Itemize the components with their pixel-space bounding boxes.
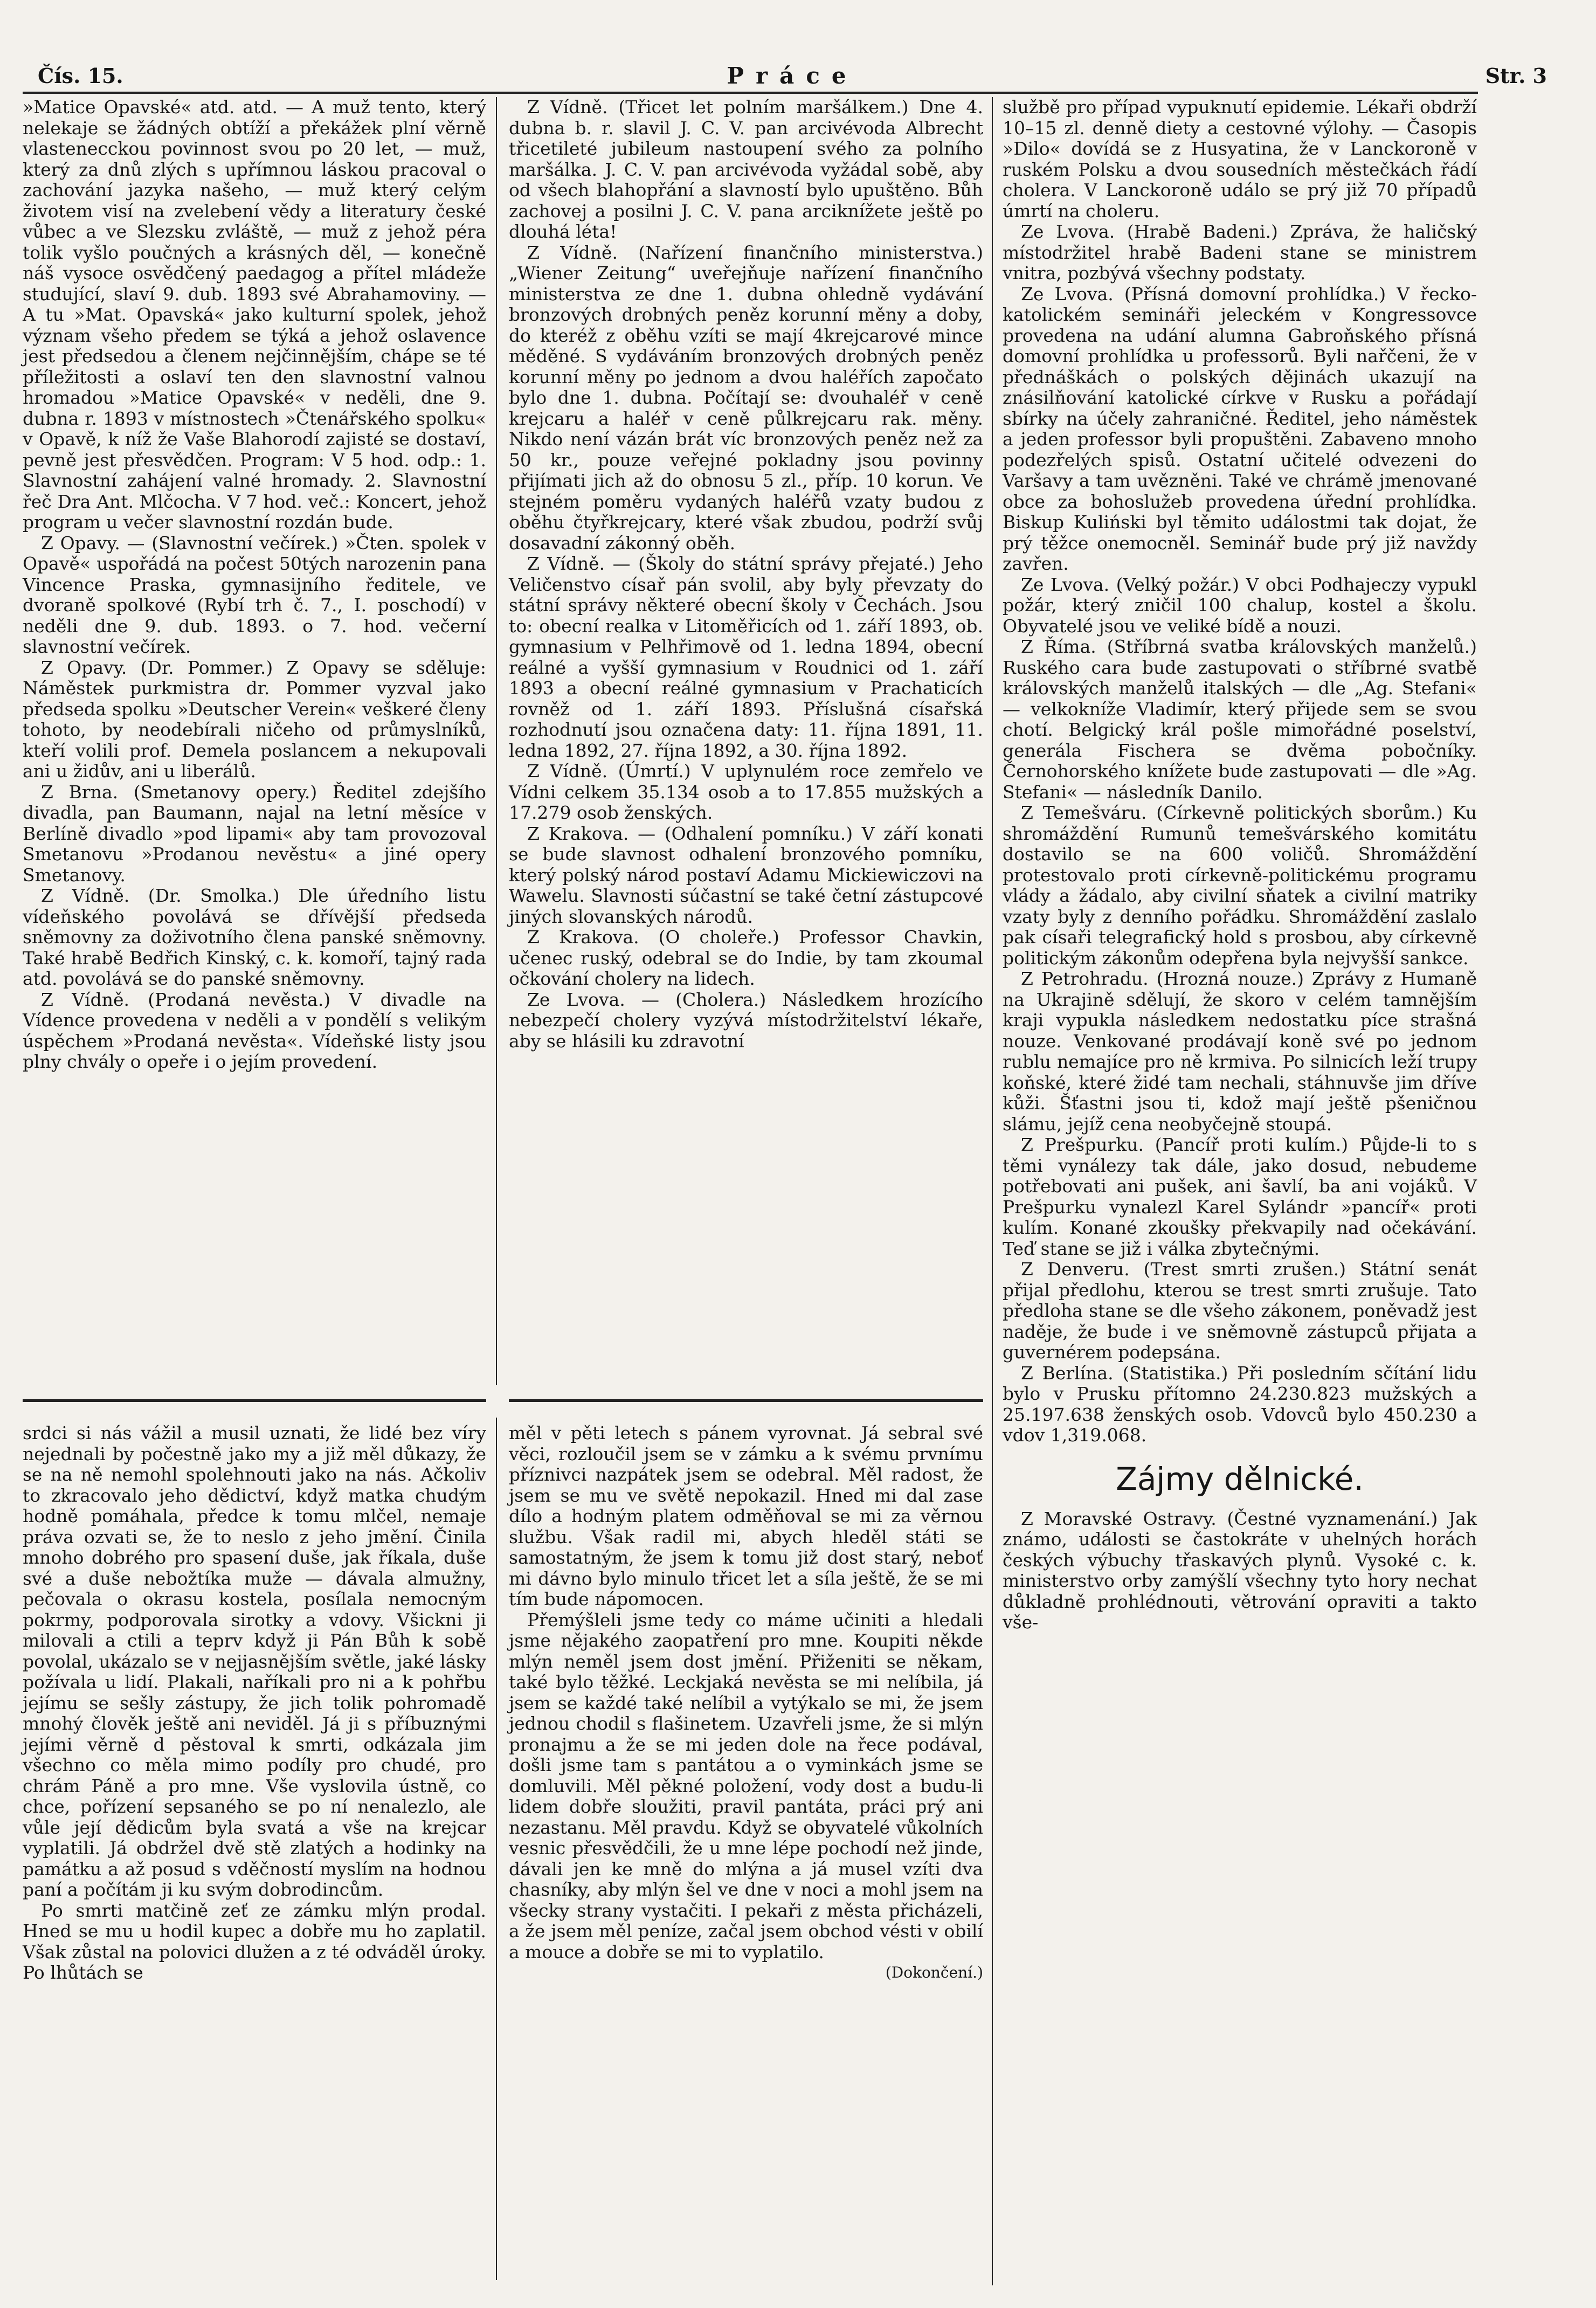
column-rule — [496, 97, 497, 1385]
feuilleton-column-1 — [23, 1423, 486, 2285]
article-cont-lekari: službě pro případ vypuknutí epidemie. Lékaři obdrží 10–15 zl. denně diety a cestovné výlohy. — Časopis »Dilo« dovídá se z Husyatina, že v Lanckoroně v ruském Polsku a dvou sousedních městečkách řádí cholera. V Lanckoroně událo se prý již 70 případů úmrtí na choleru. — [1003, 96, 1477, 222]
article-matice: »Matice Opavské« atd. atd. — A muž tento, který nelekaje se žádných obtíží a překážek plní věrně vlastenecckou povinnost svou po 20 let, — muž, který za dnů zlých s upřímnou láskou pracoval o zachování jazyka našeho, — muž který celým životem visí na zvelebení vědy a literatury české vůbec a ve Slezsku zvláště, — muž z jehož péra tolik vyšlo poučných a krásných děl, — konečně náš vysoce osvědčený paedagog a přítel mládeže studující, slaví 9. dub. 1893 své Abrahamoviny. — A tu »Mat. Opavská« jako kulturní spolek, jehož význam všeho předem se týká a jehož oslavence jest předsedou a členem nejčinnějším, chápe se té příležitosti a oslaví ten den slavnostní valnou hromadou »Matice Opavské« v neděli, dne 9. dubna r. 1893 v místnostech »Čtenářského spolku« v Opavě, k níž že Vaše Blahorodí zajisté se dostaví, pevně jest přesvědčen. Program: V 5 hod. odp.: 1. Slavnostní zahájení valné hromady. 2. Slavnostní řeč Dra Ant. Mlčocha. V 7 hod. več.: Koncert, jehož program u večer slavnostní rozdán bude. — [23, 96, 486, 533]
article-ostravy: Z Moravské Ostravy. (Čestné vyznamenání.) Jak známo, události se častokráte v uhelných horách českých výbuchy třaskavých plynů. Vysoké c. k. ministerstvo orby zamýšlí všechny tyto hory nechat důkladně prohlédnouti, větrování opraviti a takto vše- — [1003, 1508, 1477, 1633]
column-rule — [496, 1418, 497, 2280]
article-vidne-narizeni: Z Vídně. (Nařízení finančního ministerstva.) „Wiener Zeitung“ uveřejňuje nařízení finančního ministerstva ze dne 1. dubna ohledně vydávání bronzových drobných peněz korunní měny a doby, do kteréž z oběhu vzíti se mají 4krejcarové mince měděné. S vydáváním bronzových drobných peněz korunní měny po jednom a dvou haléřích započato bylo dne 1. dubna. Počítají se: dvouhaléř v ceně krejcaru a haléř v ceně půlkrejcaru rak. měny. Nikdo není vázán brát víc bronzových peněz než za 50 kr., pouze veřejné pokladny jsou povinny přijímati jich až do obnosu 5 zl., příp. 10 korun. Ve stejném poměru vydaných haléřů vzaty budou z oběhu čtyřkrejcary, které však zbudou, podrží svůj dosavadní zákonný oběh. — [509, 241, 983, 554]
header-rule — [23, 92, 1478, 94]
article-vidne-umrti: Z Vídně. (Úmrtí.) V uplynulém roce zemřelo ve Vídni celkem 35.134 osob a to 17.855 mužských a 17.279 osob ženských. — [509, 761, 983, 823]
article-vidne-nevesta: Z Vídně. (Prodaná nevěsta.) V divadle na Vídence provedena v neděli a v pondělí s velikým úspěchem »Prodaná nevěsta«. Vídeňské listy jsou plny chvály o opeře i o jejím provedení. — [23, 989, 486, 1072]
issue-number: Čís. 15. — [38, 64, 123, 88]
article-opavy-vecirek: Z Opavy. — (Slavnostní večírek.) »Čten. spolek v Opavě« uspořádá na počest 50tých narozenin pana Vincence Praska, gymnasijního ředitele, ve dvoraně spolkové (Rybí trh č. 7., I. poschodí) v neděli dne 9. dub. 1893. o 7. hod. večerní slavnostní večírek. — [23, 532, 486, 657]
page-number: Str. 3 — [1485, 64, 1547, 88]
article-lvova-pozar: Ze Lvova. (Velký požár.) V obci Podhajeczy vypukl požár, který zničil 100 chalup, kostel a školu. Obyvatelé jsou ve veliké bídě a nouzi. — [1003, 573, 1477, 637]
article-brna: Z Brna. (Smetanovy opery.) Ředitel zdejšího divadla, pan Baumann, najal na letní měsíce v Berlíně divadlo »pod lipami« aby tam provozoval Smetanovu »Prodanou nevěstu« a jiné opery Smetanovy. — [23, 781, 486, 886]
column-1 — [23, 97, 486, 1391]
article-lvova-badeni: Ze Lvova. (Hrabě Badeni.) Zpráva, že haličský místodržitel hrabě Badeni stane se ministrem vnitra, pozbývá všechny podstaty. — [1003, 221, 1477, 284]
article-opavy-pommer: Z Opavy. (Dr. Pommer.) Z Opavy se sděluje: Náměstek purkmistra dr. Pommer vyzval jako předseda spolku »Deutscher Verein« veškeré členy tohoto, by neodebírali ničeho od průmyslníků, kteří volili prof. Demela poslancem a nekupovali ani u židův, ani u liberálů. — [23, 657, 486, 782]
article-lvova-prohlidka: Ze Lvova. (Přísná domovní prohlídka.) V řecko-katolickém semináři jeleckém v Kongressovce provedena na udání alumna Gabroňského přísná domovní prohlídka u professorů. Byli nařčeni, že v přednáškách o polských dějinách ukazují na znásilňování katolické církve v Rusku a pořádají sbírky na účely zahraničné. Ředitel, jeho náměstek a jeden professor byli propuštěni. Zabaveno mnoho podezřelých spisů. Ostatní učitelé odvezeni do Varšavy a tam uvězněni. Také ve chrámě jmenované obce za bohoslužeb provedena úřední prohlídka. Biskup Kuliński byl těmito událostmi tak dojat, že prý těžce onemocněl. Seminář bude prý již navždy zavřen. — [1003, 283, 1477, 574]
article-vidne-smolka: Z Vídně. (Dr. Smolka.) Dle úředního listu vídeňského povolává se dřívější předseda sněmovny za doživotního člena panské sněmovny. Také hrabě Bedřich Kinský, c. k. komoří, tajný rada atd. povolává se do panské sněmovny. — [23, 885, 486, 989]
feuilleton-paragraph: měl v pěti letech s pánem vyrovnat. Já sebral své věci, rozloučil jsem se v zámku a k svému prvnímu příznivci nazpátek jsem se odebral. Měl radost, že jsem se mu ve světě nepokazil. Hned mi dal zase dílo a hodným platem odměňoval se mi za věrnou službu. Však radil mi, abych hleděl státi se samostatným, že jsem k tomu již dost starý, neboť mi dávno bylo minulo třicet let a síla ještě, že se mi tím bude nápomocen. — [509, 1422, 983, 1609]
article-berlina: Z Berlína. (Statistika.) Při posledním sčítání lidu bylo v Prusku přítomno 24.230.823 mužských a 25.197.638 ženských osob. Vdovců bylo 450.230 a vdov 1,319.068. — [1003, 1362, 1477, 1446]
article-presspurku: Z Prešpurku. (Pancíř proti kulím.) Půjde-li to s těmi vynálezy tak dále, jako dosud, nebudeme potřebovati ani pušek, ani šavlí, ba ani vojáků. V Prešpurku vynalezl Karel Sylándr »pancíř« proti kulím. Konané zkoušky překvapily nad očekávání. Teď stane se již i válka zbytečnými. — [1003, 1134, 1477, 1259]
section-rule — [23, 1399, 486, 1402]
article-krakova-pomnik: Z Krakova. — (Odhalení pomníku.) V září konati se bude slavnost odhalení bronzového pomníku, který polský národ postaví Adamu Mickiewiczovi na Wawelu. Slavnosti súčastní se také četní zástupcové jiných slovanských národů. — [509, 823, 983, 927]
article-temesvaru: Z Temešváru. (Církevně politických sborům.) Ku shromáždění Rumunů temešvárského komitátu dostavilo se na 600 voličů. Shromáždění protestovalo proti církevně-politickému programu vlády a žádalo, aby civilní sňatek a civilní matriky vzaty byly z denního pořádku. Shromáždění zaslalo pak císaři telegrafický hold s prosbou, aby církevně politickým zákonům odepřena byla nejvyšší sankce. — [1003, 802, 1477, 969]
feuilleton-paragraph: Přemýšleli jsme tedy co máme učiniti a hledali jsme nějakého zaopatření pro mne. Koupiti někde mlýn neměl jsem dost jmění. Přiženiti se někam, také bylo těžké. Leckjaká nevěsta se mi nelíbila, já jsem se každé také nelíbil a vytýkalo se mi, že jsem jednou chodil s flašinetem. Uzavřeli jsme, že si mlýn pronajmu a že se mi jeden dole na řece podával, došli jsme tam s pantátou a o vyminkách jsme se domluvili. Měl pěkné položení, vody dost a budu-li lidem dobře sloužiti, pravil pantáta, práci prý ani nezastanu. Měl pravdu. Když se obyvatelé vůkolních vesnic přesvědčili, že u mne lépe pochodí než jinde, dávali jen ke mně do mlýna a já musel vzíti dva chasníky, aby mlýn šel ve dne v noci a mohl jsem na všecky strany vystačiti. I pekaři z města přicházeli, a že jsem měl peníze, začal jsem obchod vésti v obilí a mouce a dobře se mi to vyplatilo. — [509, 1609, 983, 1963]
feuilleton-paragraph: srdci si nás vážil a musil uznati, že lidé bez víry nejednali by počestně jako my a již měl důkazy, že se na ně nemohl spolehnouti jako na nás. Ačkoliv to zkracovalo jeho dědictví, když matka chudým hodně pomáhala, předce k tomu mlčel, nemaje práva ozvati se, že to neslo z jeho jmění. Činila mnoho dobrého pro spasení duše, jak říkala, duše své a duše nebožtíka muže — dávala almužny, pečovala o okrasu kostela, posílala nemocným pokrmy, podporovala sirotky a vdovy. Všickni ji milovali a ctili a teprv když ji Pán Bůh k sobě povolal, ukázalo se v nejjasnějším světle, jaké lásky požívala u lidí. Plakali, naříkali pro ni a k pohřbu jejímu se sešly zástupy, že jich tolik pohromadě mnohý člověk ještě ani neviděl. Já ji s příbuznými jejími věrně d pěstoval k smrti, odkázala jim všechno co měla mimo podíly pro chudé, pro chrám Páně a pro mne. Vše vyslovila ústně, co chce, pořízení sepsaného se po ní nenalezlo, ale vůle její dědicům byla svatá a vše na krejcar vyplatili. Já obdržel dvě stě zlatých a hodinky na památku a až posud s vděčností myslím na hodnou paní a počítám ji ku svým dobrodincům. — [23, 1422, 486, 1900]
section-rule — [509, 1399, 983, 1402]
column-3 — [1003, 96, 1477, 1633]
column-rule — [992, 97, 993, 2285]
article-lvova-cholera: Ze Lvova. — (Cholera.) Následkem hrozícího nebezpečí cholery vyzývá místodržitelství lékaře, aby se hlásili ku zdravotní — [509, 989, 983, 1052]
section-heading-zajmy: Zájmy dělnické. — [1116, 1460, 1364, 1497]
article-petrohradu: Z Petrohradu. (Hrozná nouze.) Zprávy z Humaně na Ukrajině sdělují, že skoro v celém tamnějším kraji vypukla následkem nedostatku píce strašná nouze. Venkované prodávají koně své po jednom rublu nemajíce pro ně krmiva. Po silnicích leží trupy koňské, které židé tam nechali, stáhnuvše jim dříve kůži. Šťastni jsou ti, kdož mají ještě pšeničnou slámu, jejíž cena neobyčejně stoupá. — [1003, 968, 1477, 1135]
column-2 — [509, 97, 983, 1391]
feuilleton-paragraph: Po smrti matčině zeť ze zámku mlýn prodal. Hned se mu u hodil kupec a dobře mu ho zaplatil. Však zůstal na polovici dlužen a z té odváděl úroky. Po lhůtách se — [23, 1899, 486, 1983]
article-krakova-cholera: Z Krakova. (O choleře.) Professor Chavkin, učenec ruský, odebral se do Indie, by tam zkoumal očkování cholery na lidech. — [509, 927, 983, 989]
article-rima: Z Říma. (Stříbrná svatba královských manželů.) Ruského cara bude zastupovati o stříbrné svatbě královských manželů italských — dle „Ag. Stefani« — velkokníže Vladimír, který přijede sem se svou chotí. Belgický král pošle mimořádné poselství, generála Fischera se dvěma pobočníky. Černohorského knížete bude zastupovati — dle »Ag. Stefani« — následník Danilo. — [1003, 636, 1477, 803]
article-vidne-marsalek: Z Vídně. (Třicet let polním maršálkem.) Dne 4. dubna b. r. slavil J. C. V. pan arcivévoda Albrecht třicetileté jubileum nastoupení svého za polního maršálka. J. C. V. pan arcivévoda vyžádal sobě, aby od všech blahopřání a slavností bylo upuštěno. Bůh zachovej a posilni J. C. V. pana arciknížete ještě po dlouhá léta! — [509, 96, 983, 242]
feuilleton-column-2 — [509, 1423, 983, 2285]
page-header — [38, 58, 1547, 96]
article-denveru: Z Denveru. (Trest smrti zrušen.) Státní senát přijal předlohu, kterou se trest smrti zrušuje. Tato předloha stane se dle všeho zákonem, poněvadž jest naděje, že bude i ve sněmovně zástupců přijata a guvernérem podepsána. — [1003, 1259, 1477, 1363]
article-vidne-skoly: Z Vídně. — (Školy do státní správy přejaté.) Jeho Veličenstvo císař pán svolil, aby byly převzaty do státní správy některé obecní školy v Čechách. Jsou to: obecní realka v Litoměřicích od 1. září 1893, ob. gymnasium v Pelhřimově od 1. ledna 1894, obecní reálné a vyšší gymnasium v Roudnici od 1. září 1893 a obecní reálné gymnasium v Prachaticích rovněž od 1. září 1893. Příslušná císařská rozhodnutí jsou označena daty: 11. října 1891, 11. ledna 1892, 27. října 1892, a 30. října 1892. — [509, 553, 983, 761]
newspaper-title: Práce — [727, 63, 858, 89]
continuation-note: (Dokončení.) — [885, 1964, 983, 1981]
